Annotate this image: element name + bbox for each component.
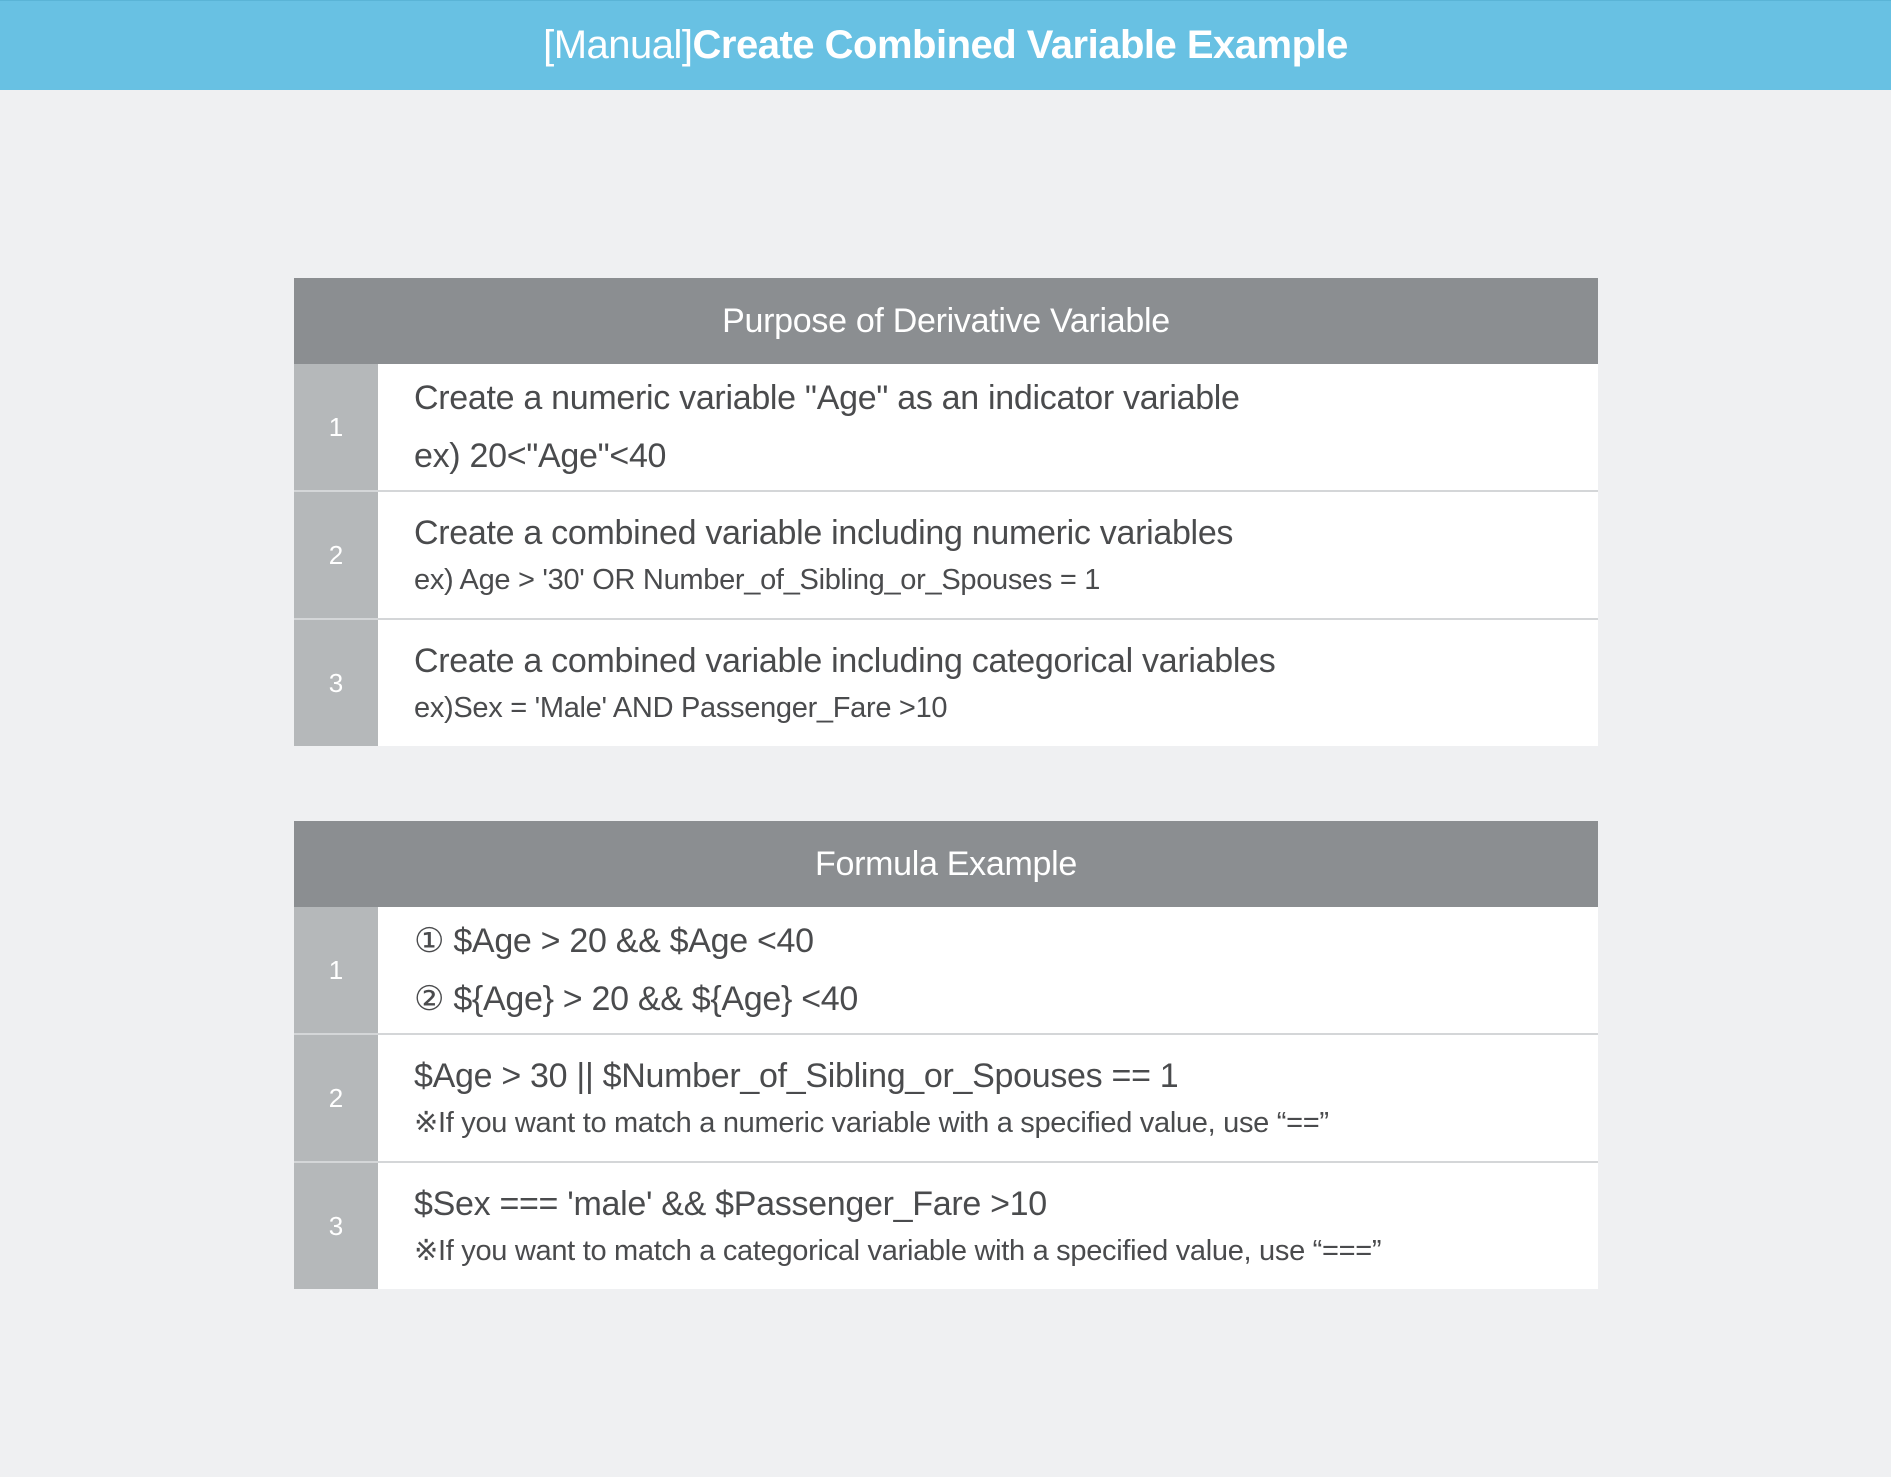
row-number: 3 (294, 1163, 378, 1289)
table-row (294, 907, 1598, 1033)
page-title: Create Combined Variable Example (692, 23, 1348, 67)
purpose-table (294, 278, 1598, 746)
row-example-text: ex)Sex = 'Male' AND Passenger_Fare >10 (414, 692, 948, 724)
row-content (378, 492, 1598, 618)
table-row (294, 1033, 1598, 1161)
row-number: 2 (294, 1035, 378, 1161)
row-content (378, 364, 1598, 490)
table-row (294, 1161, 1598, 1289)
purpose-table-heading: Purpose of Derivative Variable (294, 278, 1598, 364)
row-note-text: ※If you want to match a categorical variable with a specified value, use “===” (414, 1235, 1382, 1267)
row-main-text: ① $Age > 20 && $Age <40 (414, 922, 814, 960)
row-main-text: $Sex === 'male' && $Passenger_Fare >10 (414, 1185, 1047, 1223)
title-bar (0, 0, 1891, 90)
row-example-text: ② ${Age} > 20 && ${Age} <40 (414, 980, 858, 1018)
formula-table (294, 821, 1598, 1289)
row-note-text: ※If you want to match a numeric variable with a specified value, use “==” (414, 1107, 1329, 1139)
table-row (294, 618, 1598, 746)
row-example-text: ex) 20<"Age"<40 (414, 437, 667, 475)
row-number: 2 (294, 492, 378, 618)
row-content (378, 1163, 1598, 1289)
row-content (378, 1035, 1598, 1161)
formula-table-heading: Formula Example (294, 821, 1598, 907)
row-number: 3 (294, 620, 378, 746)
row-main-text: $Age > 30 || $Number_of_Sibling_or_Spouses == 1 (414, 1057, 1179, 1095)
row-main-text: Create a numeric variable "Age" as an indicator variable (414, 379, 1240, 417)
row-example-text: ex) Age > '30' OR Number_of_Sibling_or_Spouses = 1 (414, 564, 1101, 596)
row-number: 1 (294, 364, 378, 490)
row-main-text: Create a combined variable including numeric variables (414, 514, 1234, 552)
table-row (294, 490, 1598, 618)
row-number: 1 (294, 907, 378, 1033)
table-row (294, 364, 1598, 490)
row-content (378, 620, 1598, 746)
row-content (378, 907, 1598, 1033)
row-main-text: Create a combined variable including categorical variables (414, 642, 1276, 680)
title-prefix: [Manual] (543, 23, 693, 67)
